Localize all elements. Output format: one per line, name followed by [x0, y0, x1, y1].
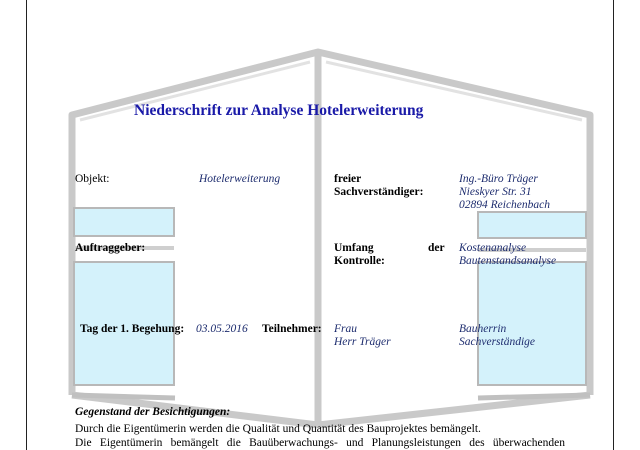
- subject-paragraph-1: Durch die Eigentümerin werden die Qualität und Quantität des Bauprojektes bemängelt.: [75, 423, 481, 435]
- expert-value-line3: 02894 Reichenbach: [459, 199, 551, 211]
- scope-label-part2: der: [428, 242, 445, 254]
- inspection-label: Tag der 1. Begehung:: [80, 323, 185, 335]
- expert-value-line1: Ing.-Büro Träger: [459, 173, 538, 185]
- inspection-date: 03.05.2016: [196, 323, 248, 335]
- page-title: Niederschrift zur Analyse Hotelerweiterung: [134, 102, 424, 119]
- client-label: Auftraggeber:: [75, 242, 146, 254]
- participant-name-1: Frau: [334, 323, 357, 335]
- object-label: Objekt:: [75, 173, 110, 185]
- scope-value-line2: Bautenstandsanalyse: [459, 255, 557, 267]
- participants-label: Teilnehmer:: [262, 323, 322, 335]
- expert-label-line1: freier: [334, 173, 362, 185]
- scope-label-line2: Kontrolle:: [334, 255, 385, 267]
- subject-paragraph-2: Die Eigentümerin bemängelt die Bauüberwachungs- und Planungsleistungen des überwachenden: [75, 437, 565, 449]
- object-value: Hotelerweiterung: [199, 173, 281, 185]
- scope-value-line1: Kostenanalyse: [459, 242, 527, 254]
- subject-heading: Gegenstand der Besichtigungen:: [75, 406, 231, 418]
- participant-role-1: Bauherrin: [459, 323, 507, 335]
- expert-label-line2: Sachverständiger:: [334, 186, 424, 198]
- participant-role-2: Sachverständige: [459, 336, 536, 348]
- expert-value-line2: Nieskyer Str. 31: [459, 186, 532, 198]
- participant-name-2: Herr Träger: [334, 336, 391, 348]
- scope-label-part1: Umfang: [334, 242, 374, 254]
